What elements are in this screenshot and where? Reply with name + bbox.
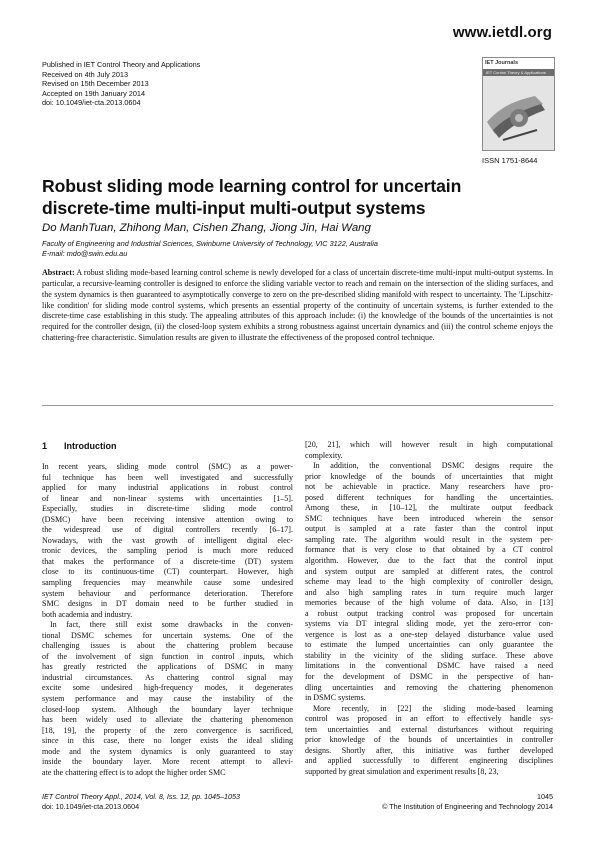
text-line: In recent years, sliding mode control (SMC) as a power- <box>42 462 293 471</box>
text-line: and system output are sampled at different rates, the control <box>305 566 553 576</box>
cover-brand: IET Journals <box>485 60 519 66</box>
text-line: (DSMC) have been receiving intensive attention owing to <box>42 514 293 524</box>
text-line: scheme may lead to the high complexity of controller design, <box>305 577 553 587</box>
left-column <box>42 462 293 778</box>
text-line: industrial circumstances. As chattering control signal may <box>42 672 293 682</box>
text-line: designs. Shortly after, this initiative was further developed <box>305 745 553 755</box>
journal-citation: IET Control Theory Appl., 2014, Vol. 8, Iss. 12, pp. 1045–1053 <box>42 792 241 801</box>
text-line: ful technique has been well investigated and successfully <box>42 472 293 482</box>
paragraph <box>305 440 553 461</box>
text-line: both academia and industry. <box>42 609 133 619</box>
text-line: Especially, studies in discrete-time sliding mode control <box>42 504 293 514</box>
right-column <box>305 440 553 778</box>
text-line: prior knowledge of the bounds of uncertainties that might <box>305 471 553 481</box>
text-line: complexity. <box>305 450 343 460</box>
text-line: of the involvement of sign function in control inputs, which <box>42 651 293 661</box>
text-line: of linear and non-linear systems with uncertainties [1–5]. <box>42 493 293 503</box>
text-line: system performance and may cause the instability of the <box>42 694 293 704</box>
text-line: memories because of the high volume of data. Also, in [13] <box>305 598 553 608</box>
text-line: control was proposed in an effort to effectively handle sys- <box>305 714 553 724</box>
paragraph <box>42 620 293 778</box>
text-line: SMC designs in DT domain need to be further studied in <box>42 599 293 609</box>
text-line: In fact, there still exist some drawbacks in the conven- <box>50 620 293 630</box>
received-date: Received on 4th July 2013 <box>42 69 128 79</box>
article-title <box>42 176 562 219</box>
doi[interactable]: doi: 10.1049/iet-cta.2013.0604 <box>42 98 141 108</box>
text-line: vergence is lost as a one-step delayed disturbance value used <box>305 629 553 639</box>
affiliation: Faculty of Engineering and Industrial Sciences, Swinburne University of Technology, VIC 3122, Australia <box>42 239 378 248</box>
cover-journal-name: IET Control Theory & Applications <box>486 70 546 75</box>
email[interactable]: E-mail: mdo@swin.edu.au <box>42 248 128 258</box>
footer-right <box>382 792 553 811</box>
text-line: dling uncertainties and removing the chattering phenomenon <box>305 682 553 692</box>
section-title: Introduction <box>64 441 117 451</box>
footer-doi[interactable]: doi: 10.1049/iet-cta.2013.0604 <box>42 801 140 811</box>
publication-info <box>42 60 272 108</box>
text-line: since in this case, there no longer exists the ideal sliding <box>42 736 293 746</box>
text-line: algorithm. However, due to the fact that the control input <box>305 556 553 566</box>
text-line: for the development of DSMC in the perspective of han- <box>305 672 553 682</box>
abstract-label: Abstract: <box>42 268 75 277</box>
text-line: sampling frequencies may meanwhile cause some undesired <box>42 578 293 588</box>
text-line: More recently, in [22] the sliding mode-based learning <box>313 703 553 713</box>
text-line: [18, 19], the property of the zero convergence is sacrificed, <box>42 725 293 735</box>
text-line: and applied successfully to different engineering disciplines <box>305 756 553 766</box>
text-line: In addition, the conventional DSMC designs require the <box>313 461 553 471</box>
text-line: tem uncertainties and external disturbances without requiring <box>305 724 553 734</box>
text-line: formance that is very close to that obtained by a CT control <box>305 545 553 555</box>
text-line: Among these, in [10–12], the multirate output feedback <box>305 503 553 513</box>
text-line: tronic devices, the sampling period is much more reduced <box>42 546 293 556</box>
authors: Do ManhTuan, Zhihong Man, Cishen Zhang, Jiong Jin, Hai Wang <box>42 222 371 234</box>
text-line: challenging issues is about the chattering problem because <box>42 641 293 651</box>
text-line: inside the boundary layer. More recent attempt to allevi- <box>42 757 293 767</box>
divider <box>42 405 553 406</box>
page-number: 1045 <box>537 792 553 801</box>
text-line: closed-loop system. Although the boundary layer technique <box>42 704 293 714</box>
text-line: in DSMC systems. <box>305 693 366 703</box>
text-line: posed different techniques for handling the uncertainties. <box>305 492 553 502</box>
text-line: to estimate the lumped uncertainties can only guarantee the <box>305 640 553 650</box>
text-line: that makes the performance of a discrete-time (DT) system <box>42 556 293 566</box>
text-line: applied for many industrial applications in robust control <box>42 483 293 493</box>
footer-citation <box>42 792 240 811</box>
text-line: systems via DT integral sliding mode, yet the zero-error con- <box>305 619 553 629</box>
text-line: stability in the vicinity of the sliding surface. These above <box>305 650 553 660</box>
published-in: Published in IET Control Theory and Applications <box>42 60 201 69</box>
text-line: mode and the system dynamics is only guaranteed to stay <box>42 746 293 756</box>
revised-date: Revised on 15th December 2013 <box>42 79 149 89</box>
text-line: Nowadays, with the vast growth of intelligent digital elec- <box>42 535 293 545</box>
issn: ISSN 1751-8644 <box>482 156 538 165</box>
text-line: SMC techniques have been introduced wherein the sensor <box>305 513 553 523</box>
text-line: system behaviour and performance deterioration. Therefore <box>42 588 293 598</box>
text-line: ate the chattering effect is to adopt the higher order SMC <box>42 767 226 777</box>
journal-cover-image <box>482 57 555 151</box>
title-line: discrete-time multi-input multi-output systems <box>42 197 426 218</box>
accepted-date: Accepted on 19th January 2014 <box>42 88 146 98</box>
text-line: and also high sampling rates in turn require much larger <box>305 587 553 597</box>
paragraph <box>42 462 293 620</box>
text-line: has greatly restricted the applications of DSMC in many <box>42 662 293 672</box>
text-line: not be achievable in practice. Many researchers have pro- <box>305 482 553 492</box>
text-line: sampling rate. The algorithm would result in the system per- <box>305 534 553 544</box>
text-line: [20, 21], which will however result in high computational <box>305 440 553 449</box>
affiliation-block <box>42 239 378 259</box>
section-number: 1 <box>42 441 48 451</box>
site-url[interactable]: www.ietdl.org <box>452 24 552 41</box>
title-line: Robust sliding mode learning control for uncertain <box>42 176 462 196</box>
text-line: supported by great simulation and experiment results [8, 23, <box>305 766 499 776</box>
text-line: close to its continuous-time (CT) counterpart. However, high <box>42 567 293 577</box>
text-line: has been widely used to alleviate the chattering phenomenon <box>42 715 293 725</box>
paragraph <box>305 461 553 704</box>
cover-illustration <box>483 76 555 151</box>
text-line: limitations in the conventional DSMC have raised a need <box>305 661 553 671</box>
paragraph <box>305 704 553 778</box>
text-line: tional DSMC schemes for uncertain systems. One of the <box>42 630 293 640</box>
section-heading <box>42 441 117 451</box>
text-line: excite some undesired high-frequency modes, it degenerates <box>42 683 293 693</box>
text-line: a robust output tracking control was proposed for uncertain <box>305 608 553 618</box>
text-line: prior knowledge of the bounds of uncertainties in controller <box>305 735 553 745</box>
text-line: the widespread use of digital controllers recently [6–17]. <box>42 525 293 535</box>
copyright: © The Institution of Engineering and Technology 2014 <box>382 801 553 811</box>
abstract <box>42 268 553 344</box>
text-line: output is sampled at a rate faster than the control input <box>305 524 553 534</box>
abstract-text: A robust sliding mode-based learning control scheme is newly developed for a class of uncertain discrete-time multi-input multi-output systems. In particular, a recursive-learning controller is designed to enforce the sliding variable vector to reach and remain on the intersection of the sliding surfaces, and the system dynamics is then guaranteed to asymptotically converge to zero on the pre-described sliding manifold with respect to uncertainty. The 'Lipschitz-like condition' for sliding mode control systems, which presents an essential property of the continuity of uncertain systems, is further extended to the discrete-time case establishing in this study. The appealing attributes of this approach include: (i) the knowledge of the bounds of the uncertainties is not required for the controller design, (ii) the closed-loop system exhibits a strong robustness against uncertain dynamics and (iii) the control scheme enjoys the chattering-free characteristic. Simulation results are given to illustrate the effectiveness of the proposed control technique. <box>42 268 554 343</box>
